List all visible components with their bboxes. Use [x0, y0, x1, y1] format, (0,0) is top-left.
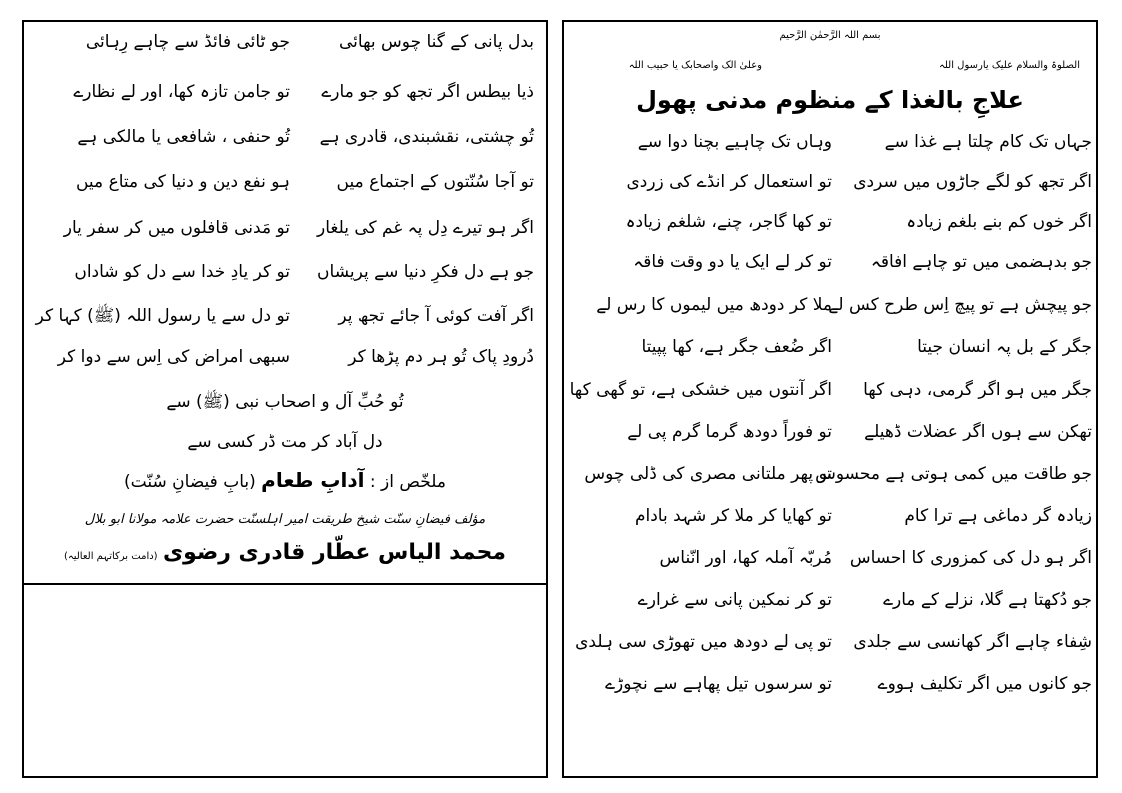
verse-line: تو کھایا کر ملا کر شہد بادام — [634, 506, 832, 526]
verse-line: جگر میں ہو اگر گرمی، دہی کھا — [863, 380, 1092, 400]
final-verse-1: تُو حُبِّ آل و اصحاب نبی (ﷺ) سے — [166, 392, 404, 412]
verse-line: تو جامن تازہ کھا، اور لے نظارے — [73, 82, 290, 102]
verse-line: اگر خوں کم بنے بلغم زیادہ — [906, 212, 1092, 232]
verse-line: وہاں تک چاہیے بچنا دوا سے — [637, 132, 832, 152]
verse-line: تو دل سے یا رسول اللہ (ﷺ) کہا کر — [35, 306, 290, 326]
verse-line: اگر تجھ کو لگے جاڑوں میں سردی — [853, 172, 1092, 192]
source-label: ملخّص از : — [369, 472, 446, 492]
verse-line: تو سرسوں تیل پھاہے سے نچوڑے — [605, 674, 832, 694]
verse-line: تُو چشتی، نقشبندی، قادری ہے — [319, 127, 534, 147]
author-name: محمد الیاس عطّار قادری رضوی — [162, 540, 507, 565]
verse-line: تو پی لے دودھ میں تھوڑی سی ہلدی — [575, 632, 832, 652]
left-panel-divider — [24, 583, 546, 585]
verse-line: تو آجا سُنّتوں کے اجتماع میں — [336, 172, 534, 192]
source-ref: (بابِ فیضانِ سُنّت) — [124, 472, 256, 492]
verse-line: ذیا بیطس اگر تجھ کو جو مارے — [321, 82, 534, 102]
verse-line: زیادہ گر دماغی ہے ترا کام — [904, 506, 1092, 526]
verse-line: تھکن سے ہوں اگر عضلات ڈھیلے — [864, 422, 1092, 442]
verse-line: اگر آنتوں میں خشکی ہے، تو گھی کھا — [569, 380, 832, 400]
verse-line: ہو نفع دین و دنیا کی متاع میں — [75, 172, 290, 192]
verse-line: تو استعمال کر انڈے کی زردی — [626, 172, 832, 192]
page-title: علاجِ بالغذا کے منظوم مدنی پھول — [636, 86, 1024, 114]
verse-line: تو کر نمکین پانی سے غرارے — [637, 590, 832, 610]
verse-line: ملا کر دودھ میں لیموں کا رس لے — [596, 295, 832, 315]
verse-line: جہاں تک کام چلتا ہے غذا سے — [884, 132, 1092, 152]
verse-line: تو کھا گاجر، چنے، شلغم زیادہ — [625, 212, 832, 232]
verse-line: اگر ہو تیرے دِل پہ غم کی یلغار — [317, 218, 534, 238]
verse-line: تو کر یادِ خدا سے دل کو شاداں — [74, 262, 290, 282]
bismillah: بسم اللہ الرَّحمٰن الرَّحیم — [779, 30, 881, 41]
verse-line: دُرودِ پاک تُو ہر دم پڑھا کر — [348, 347, 534, 367]
verse-line: اگر ضُعف جگر ہے، کھا پپیتا — [641, 337, 832, 357]
verse-line: جو ٹائی فائڈ سے چاہے رِہائی — [85, 32, 290, 52]
verse-line: تو کر لے ایک یا دو وقت فاقہ — [633, 252, 832, 272]
verse-line: اگر ہو دل کی کمزوری کا احساس — [849, 548, 1092, 568]
verse-line: اگر آفت کوئی آ جائے تجھ پر — [338, 306, 534, 326]
salutation-left: وعلیٰ الک واصحابک یا حبیب اللہ — [628, 60, 762, 71]
verse-line: جو دُکھتا ہے گلا، نزلے کے مارے — [883, 590, 1092, 610]
verse-line: تُو حنفی ، شافعی یا مالکی ہے — [77, 127, 290, 147]
verse-line: جو کانوں میں اگر تکلیف ہووے — [877, 674, 1092, 694]
verse-line: جو طاقت میں کمی ہوتی ہے محسوس — [815, 464, 1092, 484]
verse-line: مُربّہ آملہ کھا، اور انّناس — [659, 548, 832, 568]
author-block — [24, 540, 546, 565]
verse-line: تو فوراً دودھ گرما گرم پی لے — [627, 422, 832, 442]
source-title: آدابِ طعام — [261, 468, 365, 492]
salutation-right: الصلوۃ والسلام علیک یارسول اللہ — [939, 60, 1080, 71]
verse-line: جگر کے بل پہ انسان جیتا — [917, 337, 1092, 357]
verse-line: سبھی امراض کی اِس سے دوا کر — [57, 347, 290, 367]
final-verse-2: دل آباد کر مت ڈر کسی سے — [187, 432, 383, 452]
verse-line: شِفاء چاہے اگر کھانسی سے جلدی — [853, 632, 1092, 652]
verse-line: تو مَدنی قافلوں میں کر سفر یار — [63, 218, 290, 238]
verse-line: تو پھر ملتانی مصری کی ڈلی چوس — [584, 464, 832, 484]
author-line: مؤلف فیضانِ سنّت شیخ طریقت امیر اہلسنّت حضرت علامہ مولانا ابو بلال — [84, 512, 486, 527]
verse-line: جو بدہضمی میں تو چاہے افاقہ — [870, 252, 1092, 272]
verse-line: جو پیچش ہے تو پیچ اِس طرح کس لے — [828, 295, 1092, 315]
source-line — [24, 470, 546, 492]
verse-line: جو ہے دل فکرِ دنیا سے پریشاں — [317, 262, 534, 282]
verse-line: بدل پانی کے گنا چوس بھائی — [339, 32, 534, 52]
author-suffix: (دامت برکاتہم العالیہ) — [63, 551, 158, 562]
